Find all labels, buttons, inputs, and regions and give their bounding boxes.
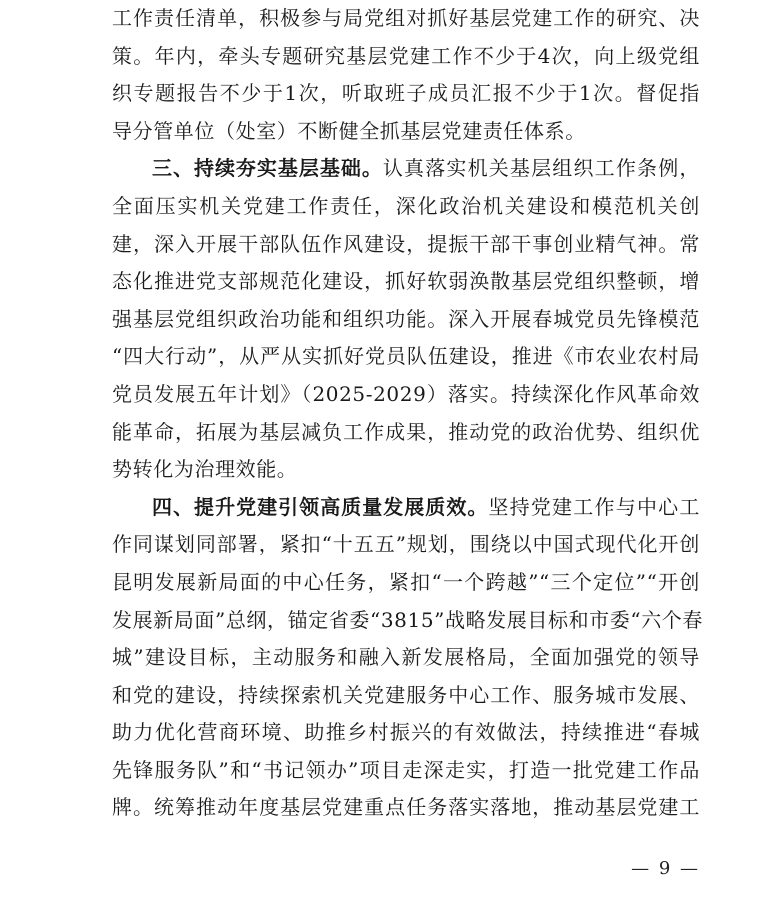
para3-line-1: 坚持党建工作与中心工 [488, 494, 701, 519]
para3-line-8: 先锋服务队”和“书记领办”项目走深走实，打造一批党建工作品 [112, 757, 700, 782]
para2-line-4: 态化推进党支部规范化建设，抓好软弱涣散基层党组织整顿，增 [112, 269, 700, 294]
para2-line-6: “四大行动”，从严从实抓好党员队伍建设，推进《市农业农村局 [112, 344, 700, 369]
para2-line-1: 认真落实机关基层组织工作条例， [382, 156, 701, 181]
para1-line-1: 工作责任清单，积极参与局党组对抓好基层党建工作的研究、决 [112, 6, 700, 30]
para2-line-8: 能革命，拓展为基层减负工作成果，推动党的政治优势、组织优 [112, 419, 700, 444]
para3-line-7: 助力优化营商环境、助推乡村振兴的有效做法，持续推进“春城 [112, 720, 700, 745]
para3-line-5: 城”建设目标，主动服务和融入新发展格局，全面加强党的领导 [112, 645, 700, 670]
para1-line-4: 导分管单位（处室）不断健全抓基层党建责任体系。 [112, 118, 586, 143]
para3-line-3: 昆明发展新局面的中心任务，紧扣“一个跨越”“三个定位”“开创 [112, 569, 700, 594]
page-number: — 9 — [631, 858, 700, 879]
section-heading-3: 三、持续夯实基层基础。 [152, 156, 383, 181]
para3-line-4: 发展新局面”总纲，锚定省委“3815”战略发展目标和市委“六个春 [112, 607, 703, 632]
para2-line-7: 党员发展五年计划》（2025-2029）落实。持续深化作风革命效 [112, 381, 700, 406]
para3-line-2: 作同谋划同部署，紧扣“十五五”规划，围绕以中国式现代化开创 [112, 532, 700, 557]
para2-line-5: 强基层党组织政治功能和组织功能。深入开展春城党员先锋模范 [112, 306, 700, 331]
document-body [112, 0, 703, 827]
para1-line-3: 织专题报告不少于1次，听取班子成员汇报不少于1次。督促指 [112, 81, 700, 106]
para2-line-2: 全面压实机关党建工作责任，深化政治机关建设和模范机关创 [112, 193, 700, 218]
para3-line-6: 和党的建设，持续探索机关党建服务中心工作、服务城市发展、 [112, 682, 700, 707]
para2-line-9: 势转化为治理效能。 [112, 457, 298, 482]
para3-first-line [112, 489, 700, 527]
para1-line-2: 策。年内，牵头专题研究基层党建工作不少于4次，向上级党组 [112, 43, 700, 68]
section-heading-4: 四、提升党建引领高质量发展质效。 [152, 494, 489, 519]
para2-first-line [112, 150, 700, 188]
para2-line-3: 建，深入开展干部队伍作风建设，提振干部干事创业精气神。常 [112, 231, 700, 256]
para3-line-9: 牌。统筹推动年度基层党建重点任务落实落地，推动基层党建工 [112, 795, 700, 820]
